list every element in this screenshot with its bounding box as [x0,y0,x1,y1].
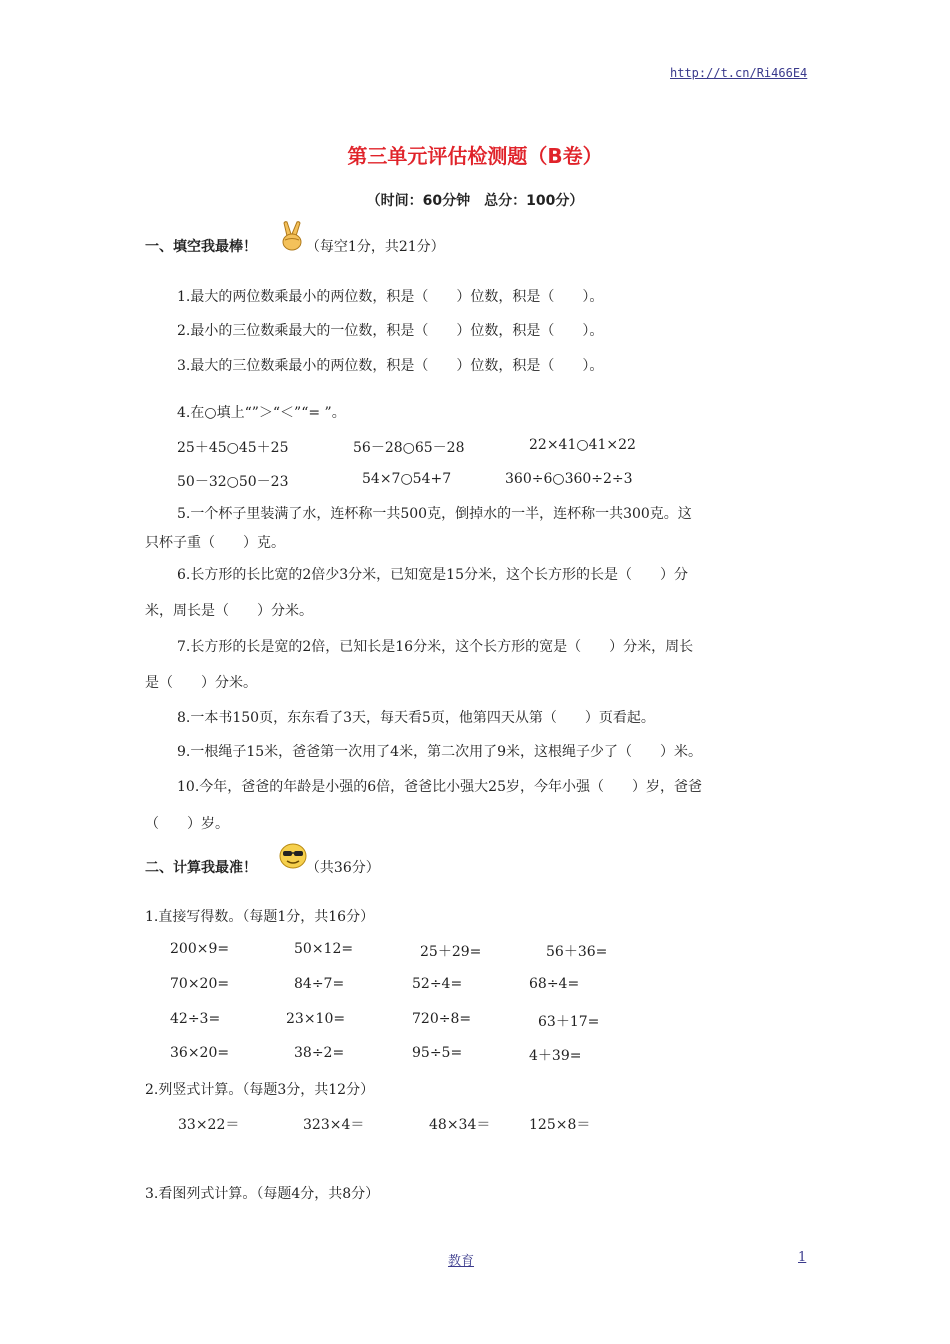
q1-text: 1.最大的两位数乘最小的两位数，积是（ ）位数，积是（ ）。 [177,289,604,305]
q2-text: 2.最小的三位数乘最大的一位数，积是（ ）位数，积是（ ）。 [177,323,604,339]
vertical-calc-item: 33×22＝ [178,1117,240,1133]
page-title: 第三单元评估检测题（B卷） [347,144,603,168]
q4-item: 25＋45○45＋25 [177,440,289,456]
calc-item: 52÷4= [412,976,463,992]
q5-line1: 5.一个杯子里装满了水，连杯称一共500克，倒掉水的一半，连杯称一共300克。这 [177,506,692,522]
q4-item: 54×7○54+7 [362,471,452,487]
q4-item: 22×41○41×22 [529,437,636,453]
calc-item: 50×12= [294,941,354,957]
q5-line2: 只杯子重（ ）克。 [145,535,285,551]
calc-item: 720÷8= [412,1011,472,1027]
page-number: 1 [798,1250,807,1265]
section1-note: （每空1分，共21分） [305,239,445,255]
sunglasses-face-icon [278,842,308,870]
calc-item: 38÷2= [294,1045,345,1061]
footer-link[interactable]: 教育 [448,1254,475,1269]
section2-note: （共36分） [305,860,380,876]
calc-item: 42÷3= [170,1011,221,1027]
q4-item: 56－28○65－28 [353,440,465,456]
section2-heading: 二、计算我最准！ [145,860,257,876]
part1-title: 1.直接写得数。（每题1分，共16分） [145,909,375,925]
calc-item: 25＋29= [420,944,482,960]
q4-text: 4.在○填上“”＞“＜”“= ”。 [177,405,346,421]
calc-item: 70×20= [170,976,230,992]
q6-line1: 6.长方形的长比宽的2倍少3分米，已知宽是15分米，这个长方形的长是（ ）分 [177,567,688,583]
calc-item: 95÷5= [412,1045,463,1061]
calc-item: 36×20= [170,1045,230,1061]
section1-heading: 一、填空我最棒！ [145,239,257,255]
calc-item: 4＋39= [529,1048,582,1064]
calc-item: 56＋36= [546,944,608,960]
q7-line2: 是（ ）分米。 [145,675,257,691]
header-url-link[interactable]: http://t.cn/Ri466E4 [670,66,808,80]
victory-hand-icon [279,220,307,252]
calc-item: 200×9= [170,941,230,957]
calc-item: 23×10= [286,1011,346,1027]
calc-item: 63＋17= [538,1014,600,1030]
q4-item: 50－32○50－23 [177,474,289,490]
calc-item: 84÷7= [294,976,345,992]
q10-line2: （ ）岁。 [145,816,229,832]
part3-title: 3.看图列式计算。（每题4分，共8分） [145,1186,380,1202]
part2-title: 2.列竖式计算。（每题3分，共12分） [145,1082,375,1098]
q10-line1: 10.今年，爸爸的年龄是小强的6倍，爸爸比小强大25岁，今年小强（ ）岁，爸爸 [177,779,702,795]
section2-heading-row [145,857,380,877]
q6-line2: 米，周长是（ ）分米。 [145,603,313,619]
q7-line1: 7.长方形的长是宽的2倍，已知长是16分米，这个长方形的宽是（ ）分米，周长 [177,639,694,655]
page-subtitle: （时间：60分钟 总分：100分） [366,193,584,209]
calc-item: 68÷4= [529,976,580,992]
vertical-calc-item: 323×4＝ [303,1117,365,1133]
q4-item: 360÷6○360÷2÷3 [505,471,633,487]
vertical-calc-item: 125×8＝ [529,1117,591,1133]
vertical-calc-item: 48×34＝ [429,1117,491,1133]
q8-text: 8.一本书150页，东东看了3天，每天看5页，他第四天从第（ ）页看起。 [177,710,655,726]
q3-text: 3.最大的三位数乘最小的两位数，积是（ ）位数，积是（ ）。 [177,358,604,374]
q9-text: 9.一根绳子15米，爸爸第一次用了4米，第二次用了9米，这根绳子少了（ ）米。 [177,744,702,760]
